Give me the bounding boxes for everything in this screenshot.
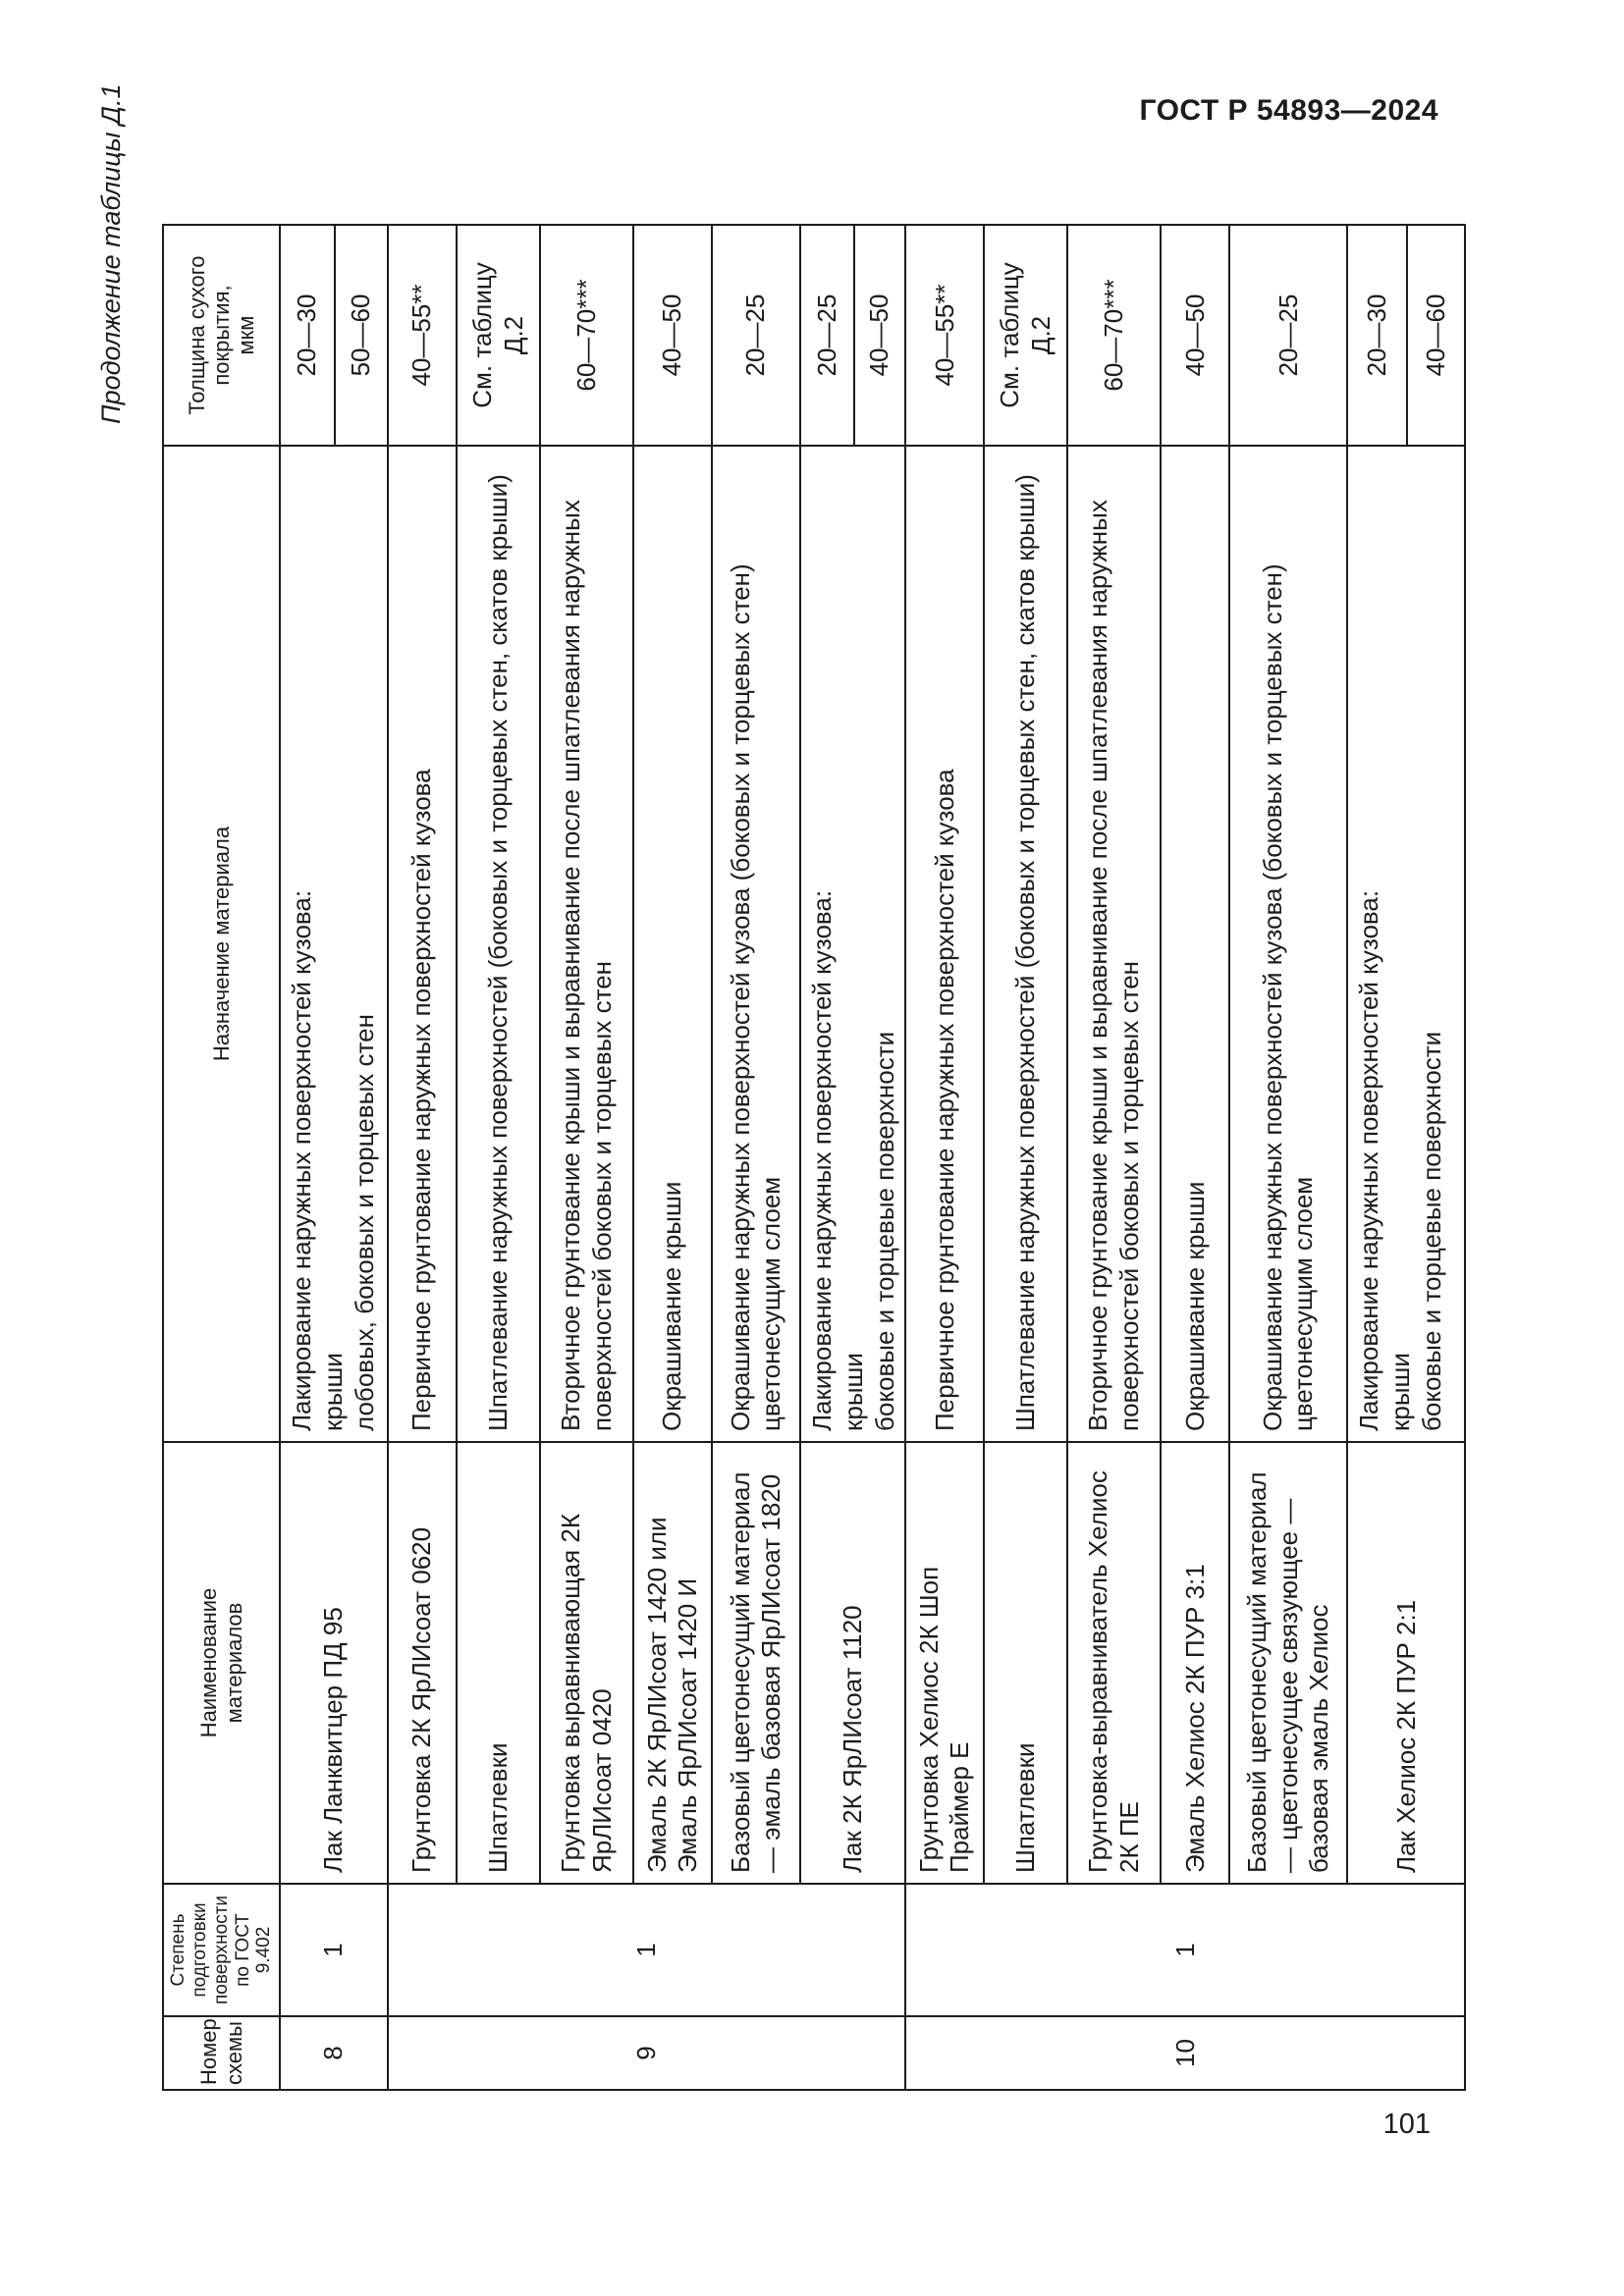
material-name-cell: Эмаль Хелиос 2К ПУР 3:1	[1161, 1442, 1229, 1884]
material-name-cell: Грунтовка выравнивающая 2К ЯрЛИсоат 0420	[540, 1442, 633, 1884]
table-row	[633, 225, 712, 2090]
material-purpose-cell: Первичное грунтование наружных поверхностей кузова	[905, 446, 984, 1442]
thickness-cell	[800, 225, 905, 446]
thickness-cell: 60—70***	[540, 225, 633, 446]
material-purpose-cell: Лакирование наружных поверхностей кузова: крыши боковые и торцевые поверхности	[800, 446, 905, 1442]
thickness-value: 40—60	[1406, 226, 1464, 445]
thickness-cell: 40—50	[1161, 225, 1229, 446]
table-row	[1347, 225, 1465, 2090]
table-row	[1229, 225, 1347, 2090]
thickness-cell: См. таблицу Д.2	[984, 225, 1067, 446]
material-name-cell: Шпатлевки	[457, 1442, 540, 1884]
thickness-cell: 40—55**	[388, 225, 457, 446]
material-name-cell: Грунтовка Хелиос 2К Шоп Праймер Е	[905, 1442, 984, 1884]
coating-schemes-table	[162, 224, 1466, 2091]
thickness-cell: 40—55**	[905, 225, 984, 446]
material-purpose-cell: Лакирование наружных поверхностей кузова: крыши боковые и торцевые поверхности	[1347, 446, 1465, 1442]
prep-degree-cell: 1	[388, 1884, 905, 2016]
thickness-cell: 20—25	[712, 225, 800, 446]
table-row	[280, 225, 388, 2090]
table-header-row	[163, 225, 280, 2090]
thickness-cell: 60—70***	[1067, 225, 1161, 446]
table-row	[1161, 225, 1229, 2090]
scheme-number-cell: 9	[388, 2016, 905, 2090]
rotated-table-area	[162, 226, 1451, 2091]
column-header-scheme-number: Номер схемы	[163, 2016, 280, 2090]
table-row	[905, 225, 984, 2090]
material-name-cell: Лак 2К ЯрЛИсоат 1120	[800, 1442, 905, 1884]
table-row	[388, 225, 457, 2090]
material-purpose-cell: Окрашивание наружных поверхностей кузова (боковых и торцевых стен) цветонесущим слоем	[712, 446, 800, 1442]
thickness-value: 20—25	[811, 294, 841, 377]
thickness-cell	[280, 225, 388, 446]
column-header-material-name: Наименование материалов	[163, 1442, 280, 1884]
thickness-value: 20—30	[292, 294, 322, 377]
material-purpose-cell: Вторичное грунтование крыши и выравнивание после шпатлевания наружных поверхностей боковых и торцевых стен	[540, 446, 633, 1442]
thickness-cell: См. таблицу Д.2	[457, 225, 540, 446]
table-row	[457, 225, 540, 2090]
column-header-material-purpose: Назначение материала	[163, 446, 280, 1442]
table-row	[712, 225, 800, 2090]
material-purpose-cell: Окрашивание крыши	[1161, 446, 1229, 1442]
thickness-value: 40—50	[853, 226, 905, 445]
table-row	[800, 225, 905, 2090]
thickness-value: 20—30	[1362, 294, 1392, 377]
column-header-prep-degree: Степень подготовки поверхности по ГОСТ 9.402	[163, 1884, 280, 2016]
thickness-cell	[1347, 225, 1465, 446]
material-purpose-cell: Окрашивание крыши	[633, 446, 712, 1442]
prep-degree-cell: 1	[905, 1884, 1465, 2016]
prep-degree-cell: 1	[280, 1884, 388, 2016]
column-header-dry-thickness: Толщина сухого покрытия, мкм	[163, 225, 280, 446]
material-purpose-cell: Вторичное грунтование крыши и выравнивание после шпатлевания наружных поверхностей боковых и торцевых стен	[1067, 446, 1161, 1442]
material-name-cell: Базовый цветонесущий материал — цветонесущее связующее — базовая эмаль Хелиос	[1229, 1442, 1347, 1884]
material-name-cell: Шпатлевки	[984, 1442, 1067, 1884]
thickness-value: 50—60	[334, 226, 387, 445]
thickness-cell: 40—50	[633, 225, 712, 446]
material-name-cell: Грунтовка-выравниватель Хелиос 2К ПЕ	[1067, 1442, 1161, 1884]
table-row	[1067, 225, 1161, 2090]
scheme-number-cell: 8	[280, 2016, 388, 2090]
material-purpose-cell: Окрашивание наружных поверхностей кузова (боковых и торцевых стен) цветонесущим слоем	[1229, 446, 1347, 1442]
material-purpose-cell: Лакирование наружных поверхностей кузова: крыши лобовых, боковых и торцевых стен	[280, 446, 388, 1442]
table-row	[984, 225, 1067, 2090]
material-purpose-cell: Шпатлевание наружных поверхностей (боковых и торцевых стен, скатов крыши)	[984, 446, 1067, 1442]
material-name-cell: Лак Хелиос 2К ПУР 2:1	[1347, 1442, 1465, 1884]
material-name-cell: Эмаль 2К ЯрЛИсоат 1420 или Эмаль ЯрЛИсоат 1420 И	[633, 1442, 712, 1884]
material-name-cell: Грунтовка 2К ЯрЛИсоат 0620	[388, 1442, 457, 1884]
scheme-number-cell: 10	[905, 2016, 1465, 2090]
material-name-cell: Базовый цветонесущий материал — эмаль базовая ЯрЛИсоат 1820	[712, 1442, 800, 1884]
material-name-cell: Лак Ланквитцер ПД 95	[280, 1442, 388, 1884]
document-code: ГОСТ Р 54893—2024	[1139, 94, 1438, 127]
table-continuation-caption: Продолжение таблицы Д.1	[96, 83, 126, 424]
thickness-cell: 20—25	[1229, 225, 1347, 446]
material-purpose-cell: Шпатлевание наружных поверхностей (боковых и торцевых стен, скатов крыши)	[457, 446, 540, 1442]
page-number: 101	[1382, 2109, 1431, 2140]
material-purpose-cell: Первичное грунтование наружных поверхностей кузова	[388, 446, 457, 1442]
landscape-table-container	[162, 226, 1451, 2091]
table-row	[540, 225, 633, 2090]
